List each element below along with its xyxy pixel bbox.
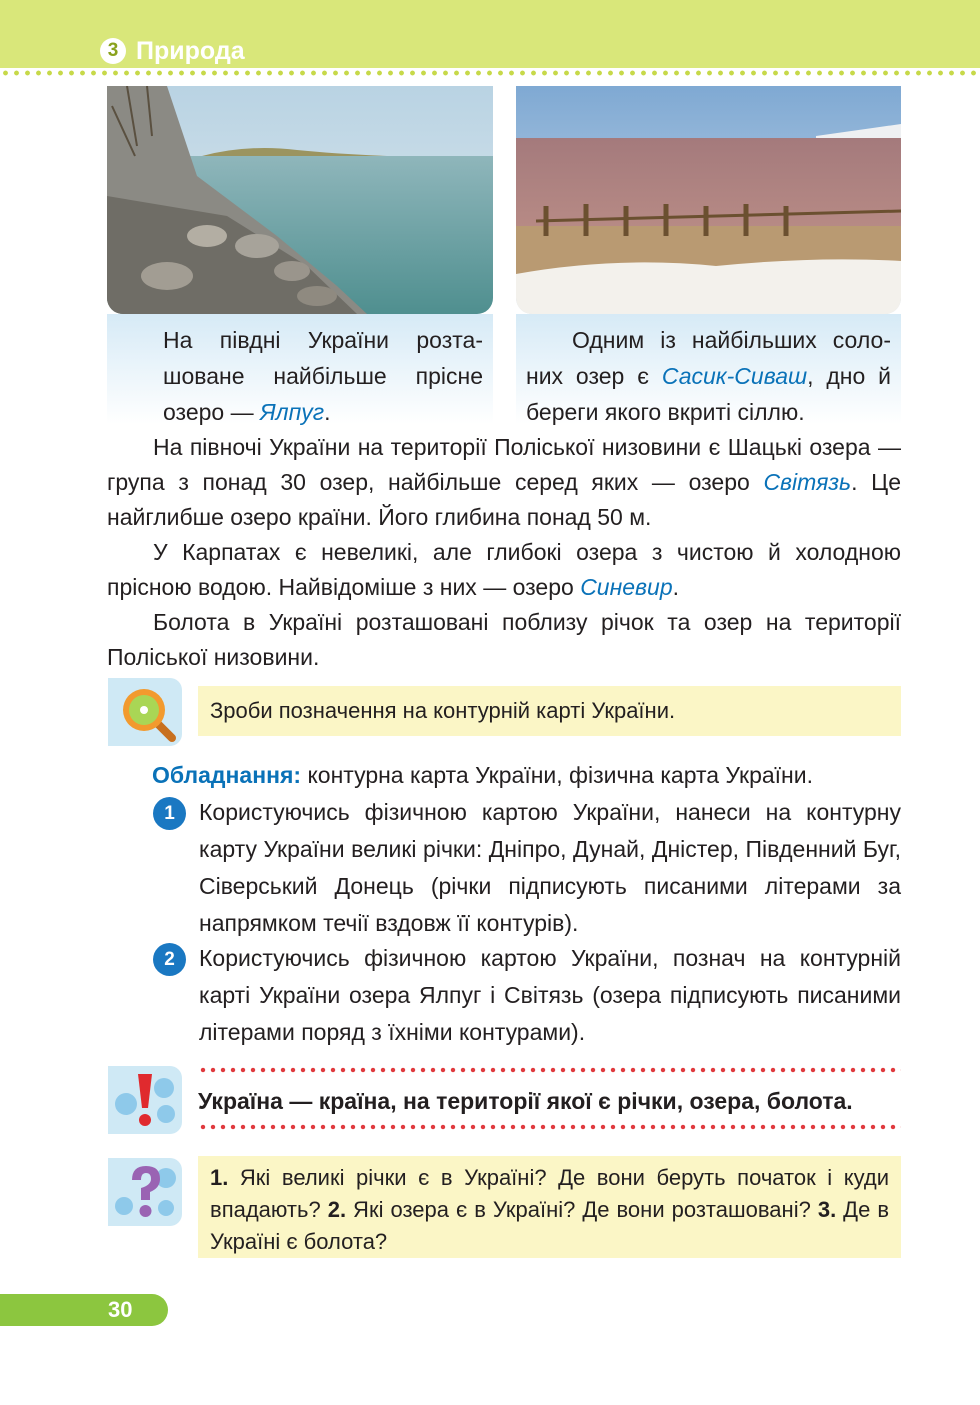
photo-lake-yalpuh	[107, 86, 493, 314]
term-synevyr: Синевир	[580, 574, 673, 600]
paragraph-text: У Карпатах є невеликі, але глибокі озера з чистою й холодною прісною водою. Найвідоміше з них — озеро	[107, 539, 901, 600]
step-text-1: Користуючись фізичною картою України, нанеси на контурну карту України великі річки: Дніпро, Дунай, Дністер, Південний Буг, Сіверський Донець (річки підписують писаними літерами за напрямком течії вздовж її контурів).	[199, 799, 901, 936]
exclamation-icon	[108, 1066, 182, 1134]
rule-statement: Україна — країна, на території якої є річки, озера, болота.	[198, 1088, 853, 1114]
page-number-tab	[0, 1294, 168, 1326]
paragraph-shatsk-lakes	[107, 430, 901, 535]
header-dotted-border	[0, 68, 980, 78]
caption-end: .	[324, 399, 331, 425]
question-text-2: Які озера є в Україні? Де вони розташовані?	[346, 1197, 818, 1222]
equipment-line	[152, 758, 813, 792]
caption-end: , дно й береги якого вкриті сіллю.	[526, 363, 892, 425]
caption-yalpuh	[107, 314, 493, 424]
paragraph-swamps: Болота в Україні розташовані поблизу річок та озер на території Поліської низовини.	[107, 609, 901, 670]
chapter-number: 3	[100, 38, 126, 64]
review-questions	[198, 1156, 901, 1258]
rule-dots-bottom	[198, 1123, 901, 1131]
paragraph-text: . Це найглибше озеро країни. Його глибина понад 50 м.	[107, 469, 901, 530]
magnifier-icon	[108, 678, 182, 746]
question-number-1: 1.	[210, 1165, 229, 1190]
equipment-text: контурна карта України, фізична карта України.	[301, 762, 813, 788]
step-text-2: Користуючись фізичною картою України, познач на контурній карті України озера Ялпуг і Світязь (озера підписують писаними літерами поряд з їхніми контурами).	[199, 945, 901, 1045]
term-yalpuh: Ялпуг	[259, 399, 325, 425]
caption-sasyk-syvash	[516, 314, 901, 424]
caption-text: Одним із найбільших солоних озер є	[526, 327, 891, 389]
step-number-1: 1	[153, 797, 186, 830]
equipment-label: Обладнання:	[152, 762, 302, 788]
paragraph-carpathian-lakes	[107, 535, 901, 605]
step-number-2: 2	[153, 943, 186, 976]
photo-lake-sasyk-syvash	[516, 86, 901, 314]
paragraph-text: На півночі України на території Поліської низовини є Шацькі озера — група з понад 30 озер, найбільше серед яких — озеро	[107, 434, 901, 495]
paragraph-text: .	[672, 574, 680, 600]
question-icon	[108, 1158, 182, 1226]
term-svitiaz: Світязь	[763, 469, 852, 495]
question-text-3: Де в Україні є болота?	[210, 1197, 890, 1254]
chapter-heading	[100, 34, 245, 68]
rule-dots-top	[198, 1066, 901, 1074]
caption-text: На півдні України розташоване найбільше прісне озеро —	[163, 327, 483, 425]
term-sasyk-syvash: Сасик-Сиваш	[661, 363, 808, 389]
question-text-1: Які великі річки є в Україні? Де вони беруть початок і куди впадають?	[210, 1165, 889, 1222]
question-number-3: 3.	[817, 1197, 837, 1222]
page-number: 30	[108, 1297, 133, 1322]
question-number-2: 2.	[327, 1197, 347, 1222]
task-instruction: Зроби позначення на контурній карті України.	[198, 686, 901, 736]
chapter-title: Природа	[136, 36, 245, 65]
